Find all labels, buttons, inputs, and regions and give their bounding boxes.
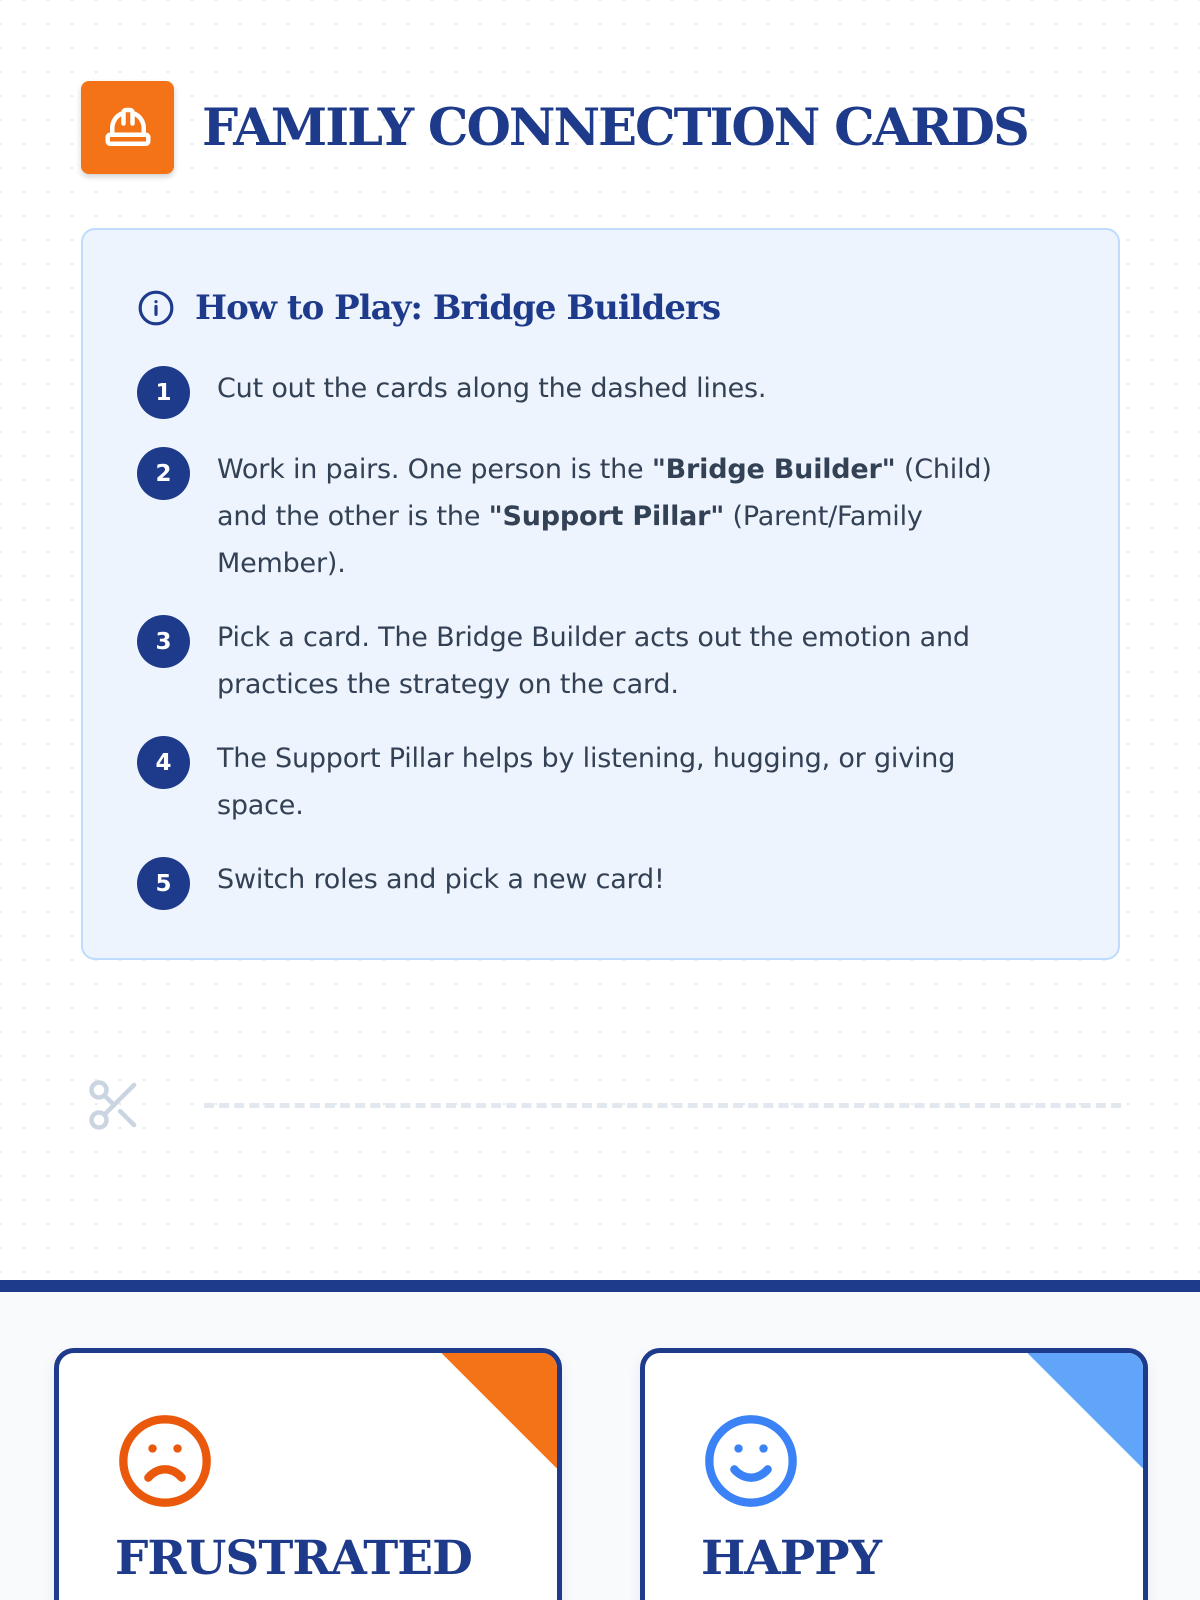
support-pillar-role: "Support Pillar"	[488, 501, 725, 532]
card-title: HAPPY	[701, 1531, 882, 1586]
step-text: The Support Pillar helps by listening, hugging, or giving space.	[217, 743, 956, 821]
steps-list	[137, 365, 1037, 937]
instructions-header	[137, 288, 720, 328]
step-text-part: (Child) and the other is the	[217, 454, 992, 532]
logo	[81, 81, 174, 174]
frown-face-icon	[115, 1411, 215, 1511]
step-item	[137, 365, 1037, 419]
step-number: 3	[137, 615, 190, 668]
step-text	[217, 446, 1037, 587]
emotion-card-frustrated[interactable]	[54, 1348, 562, 1600]
bridge-builder-role: "Bridge Builder"	[651, 454, 896, 485]
step-text: Switch roles and pick a new card!	[217, 864, 665, 895]
step-number: 4	[137, 736, 190, 789]
instructions-panel	[81, 228, 1120, 960]
step-number: 5	[137, 857, 190, 910]
step-item	[137, 735, 1037, 829]
step-text: Pick a card. The Bridge Builder acts out the emotion and practices the strategy on the card.	[217, 622, 970, 700]
scissors-icon	[84, 1075, 144, 1135]
step-item	[137, 856, 1037, 910]
section-divider	[0, 1280, 1200, 1292]
page-title: FAMILY CONNECTION CARDS	[202, 97, 1028, 158]
hard-hat-icon	[101, 101, 155, 155]
step-text-part: (Parent/Family Member).	[217, 501, 923, 579]
step-text-part: Work in pairs. One person is the	[217, 454, 652, 485]
step-item	[137, 446, 1037, 587]
dashed-cut-line	[204, 1103, 1121, 1108]
page-header	[81, 81, 1028, 174]
step-number: 1	[137, 366, 190, 419]
info-icon	[137, 289, 175, 327]
card-corner-accent	[442, 1353, 557, 1468]
instructions-title: How to Play: Bridge Builders	[195, 288, 721, 328]
card-title: FRUSTRATED	[115, 1531, 472, 1586]
step-text: Cut out the cards along the dashed lines.	[217, 373, 767, 404]
smile-face-icon	[701, 1411, 801, 1511]
cut-line-row	[84, 1075, 1124, 1135]
step-item	[137, 614, 1037, 708]
card-corner-accent	[1028, 1353, 1143, 1468]
emotion-card-happy[interactable]	[640, 1348, 1148, 1600]
step-number: 2	[137, 447, 190, 500]
